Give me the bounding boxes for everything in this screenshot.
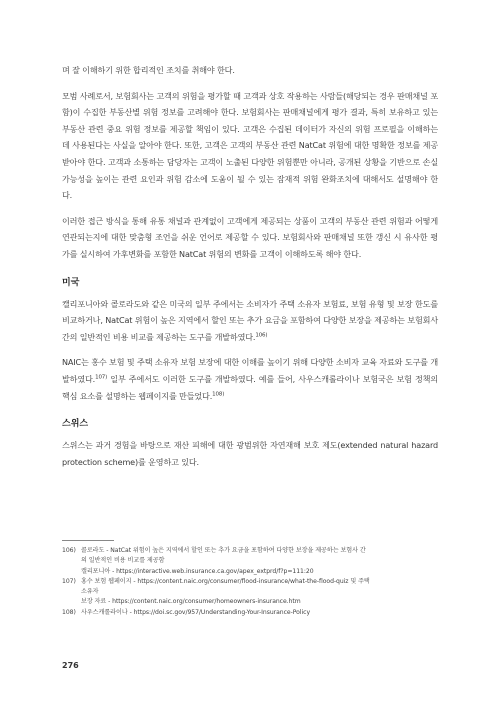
footnote-ref-107: 107)	[95, 374, 108, 381]
body-text	[62, 62, 438, 470]
section-heading-us: 미국	[62, 277, 80, 288]
footnote-106	[62, 546, 442, 556]
footnote-ref-106: 106)	[255, 332, 268, 339]
footnote-106-text: 콜로라도 - NatCat 위험이 높은 지역에서 할인 또는 추가 요금을 포함하여 다양한 보장을 제공하는 보험사 간	[81, 547, 366, 554]
footnote-107-number: 107)	[62, 577, 76, 585]
footnote-108-text: 사우스캐롤라이나 - https://doi.sc.gov/957/Understanding-Your-Insurance-Policy	[81, 608, 311, 616]
paragraph-switzerland: 스위스는 과거 경험을 바탕으로 재산 피해에 대한 광범위한 자연재해 보호 제도(extended natural hazard protection scheme)를 운영하고 있다.	[62, 440, 438, 467]
footnote-ref-108: 108)	[212, 390, 225, 397]
footnotes	[62, 546, 442, 618]
footnote-106-cont: 의 일반적인 비용 비교를 제공함	[81, 557, 165, 565]
paragraph-continuation: 며 잘 이해하기 위한 합리적인 조치를 취해야 한다.	[62, 65, 235, 75]
footnote-divider	[62, 540, 114, 541]
footnote-107-text: 홍수 보험 웹페이지 - https://content.naic.org/consumer/flood-insurance/what-the-flood-quiz 및 주택	[81, 577, 370, 585]
paragraph-naic-text-b: 일부 주에서도 이러한 도구를 개발하였다. 예를 들어, 사우스캐롤라이나 보험국은 보험 정책의 핵심 요소를 설명하는 웹페이지를 만들었다.	[62, 373, 438, 401]
footnote-106-number: 106)	[62, 547, 76, 554]
paragraph-naic	[62, 354, 438, 404]
paragraph-approach: 이러한 접근 방식을 통해 유통 채널과 관계없이 고객에게 제공되는 상품이 고객의 부동산 관련 위험과 어떻게 연관되는지에 대한 맞춤형 조언을 쉬운 언어로 제공할 수 있다. 보험회사와 판매채널 또한 갱신 시 유사한 평가를 실시하여 가후변화를 포함한 NatCat 위험의 변화를 고객이 이해하도록 해야 한다.	[62, 215, 438, 259]
paragraph-best-practice: 모범 사례로서, 보험회사는 고객의 위험을 평가할 때 고객과 상호 작용하는 사람들(해당되는 경우 판매채널 포함)이 수집한 부동산별 위험 정보를 고려해야 한다. 보험회사는 판매채널에게 평가 결과, 특히 보유하고 있는 부동산 관련 중요 위험 정보를 제공할 책임이 있다. 고객은 수집된 데이터가 자신의 위험 프로필을 이해하는 데 사용된다는 사실을 알아야 한다. 또한, 고객은 고객의 부동산 관련 NatCat 위험에 대한 명확한 정보를 제공받아야 한다. 고객과 소통하는 담당자는 고객이 노출된 다양한 위험뿐만 아니라, 공개된 상황을 기반으로 손실 가능성을 높이는 관련 요인과 위험 감소에 도움이 될 수 있는 잠재적 위험 완화조치에 대해서도 설명해야 한다.	[62, 90, 438, 201]
page-number: 276	[62, 661, 79, 670]
footnote-108	[62, 608, 442, 618]
footnote-108-number: 108)	[62, 608, 76, 616]
footnote-107-link: 보장 자료 - https://content.naic.org/consumer/homeowners-insurance.htm	[81, 598, 301, 606]
footnote-106-link: 캘리포니아 - https://interactive.web.insurance.ca.gov/apex_extprd/f?p=111:20	[81, 567, 314, 575]
section-heading-switzerland: 스위스	[62, 419, 89, 430]
paragraph-us-tools	[62, 296, 438, 346]
paragraph-naic-text-a: NAIC는 홍수 보험 및 주택 소유자 보험 보장에 대한 이해를 높이기 위해 다양한 소비자 교육 자료와 도구를 개발하였다.	[62, 357, 438, 384]
footnote-107	[62, 577, 442, 587]
footnote-107-cont: 소유자	[81, 588, 99, 596]
paragraph-us-tools-text: 캘리포니아와 콜로라도와 같은 미국의 일부 주에서는 소비자가 주택 소유자 보험료, 보험 유형 및 보장 한도를 비교하거나, NatCat 위험이 높은 지역에서 할인 또는 추가 요금을 포함하여 다양한 보장을 제공하는 보험회사 간의 일반적인 비용 비교를 제공하는 도구를 개발하였다.	[62, 298, 438, 342]
